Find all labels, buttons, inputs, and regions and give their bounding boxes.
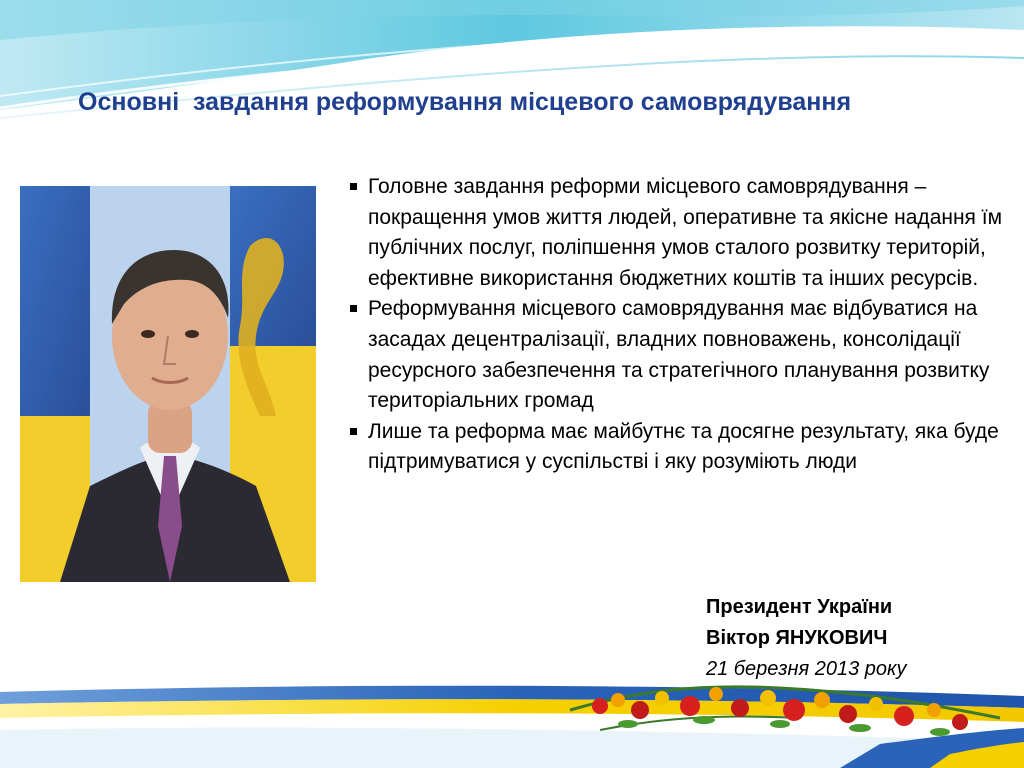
bullet-text: Лише та реформа має майбутнє та досягне результату, яка буде підтримуватися у суспільстві і яку розуміють люди [368, 419, 999, 474]
bullet-item [346, 172, 1011, 294]
bullet-item [346, 417, 1011, 478]
bullet-text: Реформування місцевого самоврядування має відбуватися на засадах децентралізації, владних повноважень, консолідації ресурсного забезпечення та стратегічного планування розвитку територіальних громад [368, 297, 990, 413]
bottom-ornament-band [0, 670, 1024, 768]
bullet-item [346, 294, 1011, 416]
slide-title: Основні завдання реформування місцевого самоврядування [78, 88, 852, 116]
bullet-square-icon [350, 428, 357, 435]
signature-name: Віктор ЯНУКОВИЧ [706, 627, 888, 649]
bullet-square-icon [350, 183, 357, 190]
signature-position: Президент України [706, 596, 893, 618]
signature-date: 21 березня 2013 року [706, 658, 907, 680]
president-portrait [20, 186, 316, 582]
bullet-list [346, 172, 1011, 478]
bullet-square-icon [350, 305, 357, 312]
bullet-text: Головне завдання реформи місцевого самоврядування – покращення умов життя людей, оперативне та якісне надання їм публічних послуг, поліпшення умов сталого розвитку територій, ефективне використання бюджетних коштів та інших ресурсів. [368, 175, 1003, 290]
